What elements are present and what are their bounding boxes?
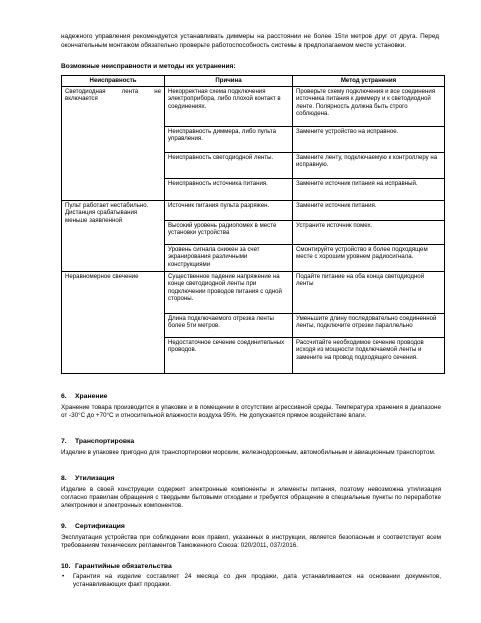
troubleshooting-title: Возможные неисправности и методы их устранения:	[61, 63, 236, 70]
section-number: 6.	[61, 393, 67, 400]
fault-cell: Светодиодная лента не включается	[62, 86, 165, 200]
section-storage	[61, 392, 441, 420]
section-transport	[61, 437, 441, 457]
table-row	[62, 86, 445, 126]
cause-cell: Источник питания пульта разряжен.	[165, 200, 293, 220]
section-title: Утилизация	[75, 475, 115, 482]
cause-cell: Уровень сигнала снижен за счет экранирования различными конструкциями	[165, 244, 293, 271]
remedy-cell: Рассчитайте необходимое сечение проводов исходя из мощности подключаемой ленты и замените на провод подходящего сечения.	[293, 337, 445, 373]
section-certification	[61, 522, 441, 550]
troubleshooting-table	[61, 75, 445, 374]
remedy-cell: Подайте питание на оба конца светодиодной ленты	[293, 271, 445, 313]
table-row	[62, 200, 445, 220]
remedy-cell: Замените ленту, подключаемую к контроллеру на исправную.	[293, 152, 445, 178]
list-item	[61, 573, 441, 589]
cause-cell: Длина подключаемого отрезка ленты более 5ти метров.	[165, 313, 293, 337]
section-text: Изделие в упаковке пригодно для транспортировки морским, железнодорожным, автомобильным и авиационным транспортом.	[61, 449, 436, 456]
cause-cell: Некорректная схема подключения электроприбора, либо плохой контакт в соединениях.	[165, 86, 293, 126]
header-cause: Причина	[165, 76, 293, 87]
section-warranty	[61, 562, 441, 589]
cause-cell: Существенное падение напряжение на конце светодиодной ленты при подключении проводов питания с одной стороны.	[165, 271, 293, 313]
cause-cell: Неисправность источника питания.	[165, 178, 293, 200]
remedy-cell: Замените источник питания.	[293, 200, 445, 220]
section-number: 7.	[61, 438, 67, 445]
intro-paragraph: надежного управления рекомендуется устанавливать диммеры на расстоянии не более 15ти метров друг от друга. Перед окончательным монтажом обязательно проверьте работоспособность системы в предполагаемом месте установки.	[61, 33, 439, 49]
section-title: Сертификация	[75, 523, 125, 530]
cause-cell: Недостаточное сечение соединительных проводов.	[165, 337, 293, 373]
warranty-list	[61, 573, 441, 589]
bullet-icon: •	[62, 573, 65, 580]
remedy-cell: Замените источник питания на исправный.	[293, 178, 445, 200]
section-title: Транспортировка	[75, 438, 135, 445]
section-heading	[61, 522, 441, 531]
section-text: Изделие в своей конструкции содержит электронные компоненты и элементы питания, поэтому невозможна утилизация согласно правилам обращения с твердыми бытовыми отходами и требуется обращение в специальные пункты по переработке электроники и электронных компонентов.	[61, 486, 441, 510]
remedy-cell: Устраните источник помех.	[293, 220, 445, 244]
section-heading	[61, 562, 441, 571]
section-disposal	[61, 474, 441, 511]
section-heading	[61, 392, 441, 401]
cause-cell: Неисправность диммера, либо пульта управления.	[165, 126, 293, 152]
cause-cell: Неисправность светодиодной ленты.	[165, 152, 293, 178]
section-heading	[61, 437, 441, 446]
remedy-cell: Проверьте схему подключения и все соединения источника питания к диммеру и к светодиодной ленте. Полярность должна быть строго соблюдена.	[293, 86, 445, 126]
section-number: 10.	[61, 563, 71, 570]
header-fault: Неисправность	[62, 76, 165, 87]
table-row	[62, 271, 445, 313]
header-remedy: Метод устранения	[293, 76, 445, 87]
cause-cell: Высокий уровень радиопомех в месте установки устройства	[165, 220, 293, 244]
list-item-text: Гарантия на изделие составляет 24 месяца со дня продажи, дата устанавливается на основании документов, устанавливающих факт продажи.	[73, 573, 441, 589]
section-text: Хранение товара производится в упаковке и в помещении в отсутствии агрессивной среды. Температура хранения в диапазоне от -30°С до +70°С и относительной влажности воздуха 95%. Не допускается прямое воздействие влаги.	[61, 404, 441, 420]
remedy-cell: Смонтируйте устройство в более подходящем месте с хорошим уровнем радиосигнала.	[293, 244, 445, 271]
section-number: 8.	[61, 475, 67, 482]
remedy-cell: Замените устройство на исправное.	[293, 126, 445, 152]
section-heading	[61, 474, 441, 483]
fault-cell: Неравномерное свечение	[62, 271, 165, 373]
table-header-row	[62, 76, 445, 87]
fault-cell: Пульт работает нестабильно. Дистанция срабатывания меньше заявленной	[62, 200, 165, 271]
section-text: Эксплуатация устройства при соблюдении всех правил, указанных в инструкции, является безопасным и соответствует всем требованиям технических регламентов Таможенного Союза: 020/2011, 037/2016.	[61, 534, 441, 550]
section-title: Хранение	[75, 393, 108, 400]
section-title: Гарантийные обязательства	[75, 563, 172, 570]
section-number: 9.	[61, 523, 67, 530]
remedy-cell: Уменьшите длину последовательно соединенной ленты, подключите отрезки параллельно	[293, 313, 445, 337]
